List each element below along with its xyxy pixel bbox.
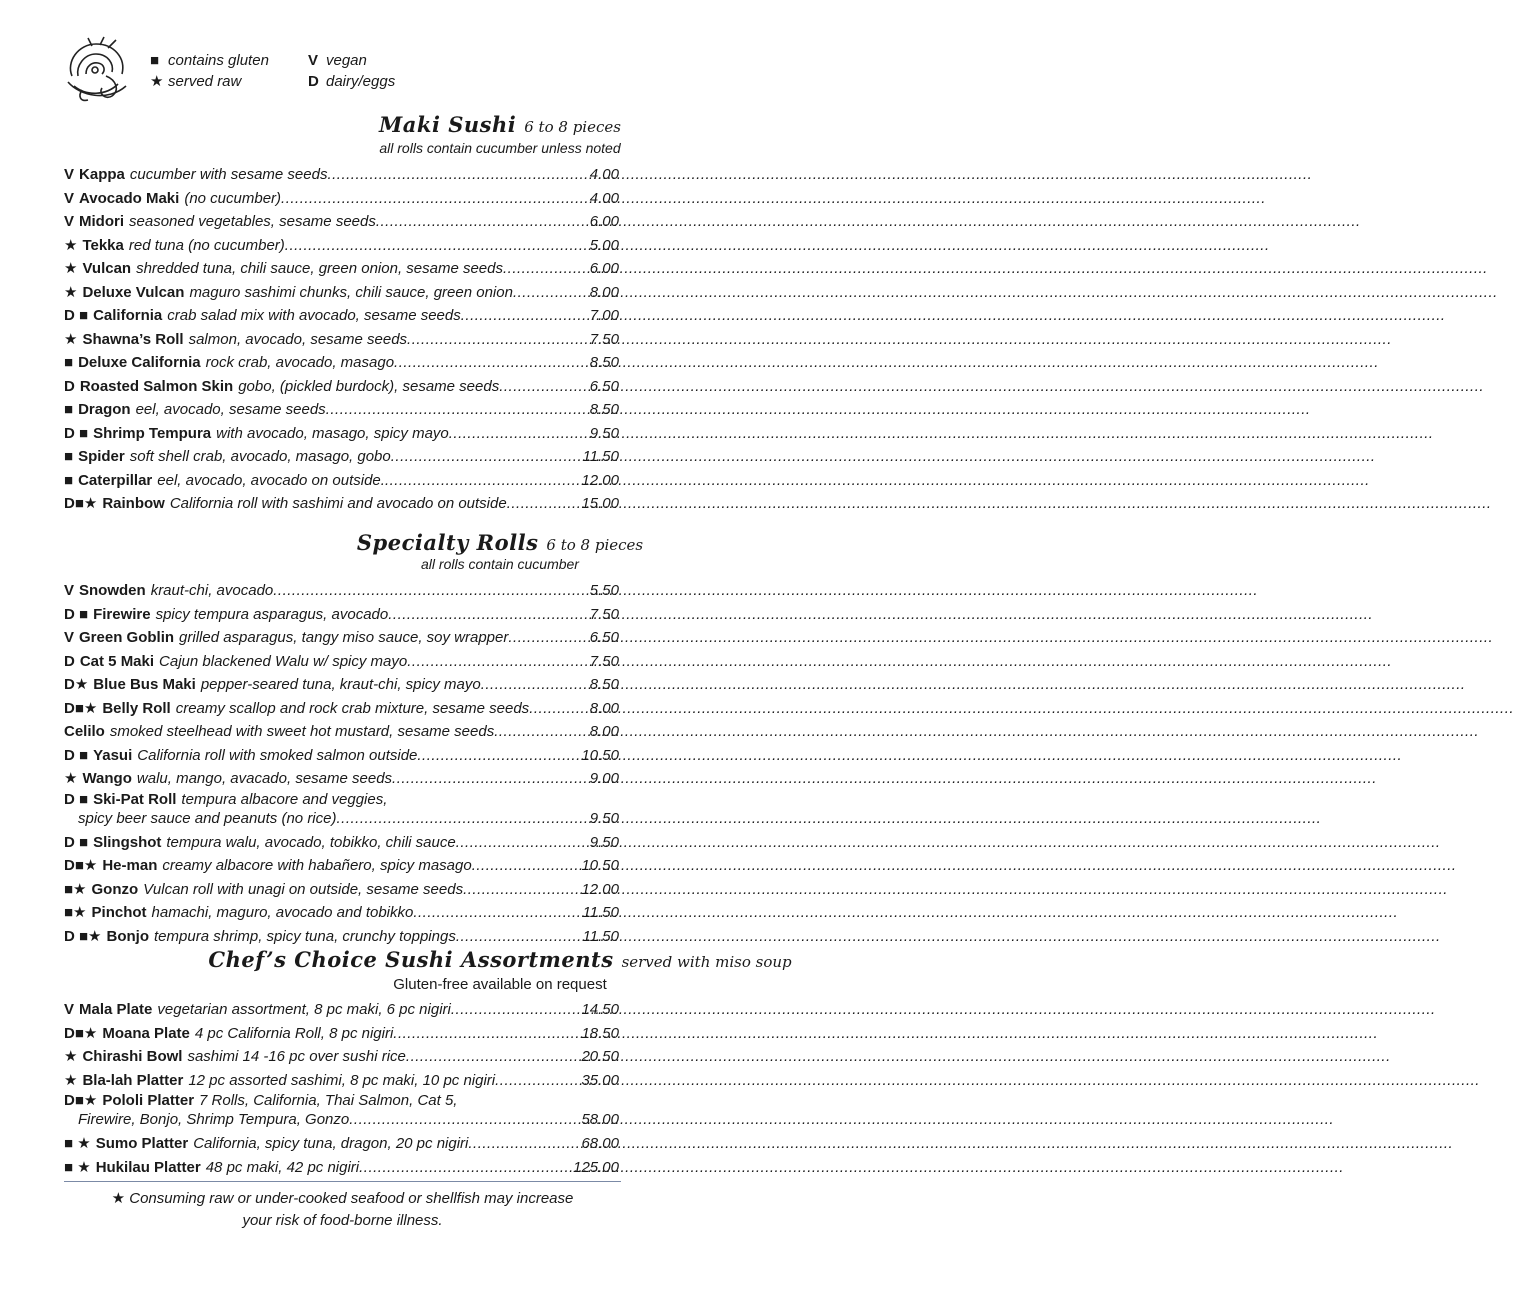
- item-description: shredded tuna, chili sauce, green onion, sesame seeds: [136, 260, 503, 277]
- item-description: creamy albacore with habañero, spicy masago: [162, 857, 472, 874]
- dot-leader: [472, 854, 581, 878]
- item-description: tempura walu, avocado, tobikko, chili sauce: [166, 833, 456, 851]
- item-description-continued: spicy beer sauce and peanuts (no rice): [78, 809, 337, 827]
- menu-item: [64, 163, 619, 187]
- menu-item: [64, 492, 619, 516]
- dot-leader: [326, 398, 589, 422]
- item-description: kraut-chi, avocado: [150, 582, 274, 599]
- item-price: 5.50: [589, 582, 619, 599]
- item-name: Firewire: [93, 605, 151, 623]
- maki-note: all rolls contain cucumber unless noted: [379, 140, 621, 156]
- item-price: 7.50: [589, 605, 619, 623]
- item-price: 12.00: [581, 880, 619, 898]
- item-name: Caterpillar: [78, 471, 153, 489]
- dot-leader: [394, 351, 589, 375]
- menu-item: [64, 187, 619, 211]
- dot-leader: [456, 925, 582, 949]
- item-description: 7 Rolls, California, Thai Salmon, Cat 5,: [199, 1092, 458, 1109]
- item-price: 8.50: [589, 401, 619, 418]
- menu-item: [64, 1132, 619, 1156]
- item-price: 8.00: [589, 723, 619, 740]
- item-price: 9.50: [589, 424, 619, 442]
- section-title: Specialty Rolls: [356, 530, 539, 555]
- item-symbols: ■: [64, 448, 74, 465]
- item-symbols: V: [64, 629, 75, 646]
- item-description: maguro sashimi chunks, chili sauce, green onion: [189, 283, 513, 301]
- item-price: 11.50: [582, 448, 619, 465]
- item-description: vegetarian assortment, 8 pc maki, 6 pc nigiri: [157, 1001, 451, 1018]
- section-title: Chef’s Choice Sushi Assortments: [208, 947, 614, 972]
- item-symbols: ■★: [64, 880, 87, 898]
- legend-item: [150, 50, 269, 71]
- menu-item: [64, 1156, 619, 1180]
- menu-item: [64, 831, 619, 855]
- item-price: 18.50: [581, 1024, 619, 1042]
- menu-item: [64, 469, 619, 493]
- item-description: creamy scallop and rock crab mixture, sesame seeds: [175, 699, 530, 717]
- item-name: Hukilau Platter: [95, 1158, 201, 1176]
- raw-star-icon: ★: [150, 73, 164, 90]
- legend-item: [308, 50, 395, 71]
- item-symbols: ★: [64, 1048, 78, 1065]
- restaurant-logo: [62, 36, 134, 104]
- dot-leader: [417, 744, 580, 768]
- dot-leader: [499, 375, 589, 399]
- item-description: with avocado, masago, spicy mayo: [216, 424, 449, 442]
- item-symbols: ■★: [64, 904, 87, 921]
- item-symbols: D■★: [64, 495, 98, 512]
- item-symbols: D ■: [64, 424, 89, 442]
- item-symbols: ★: [64, 330, 78, 348]
- item-price: 58.00: [581, 1111, 619, 1128]
- menu-item: [64, 697, 619, 721]
- item-name: Green Goblin: [79, 629, 175, 646]
- item-name: Chirashi Bowl: [82, 1048, 183, 1065]
- dot-leader: [359, 1156, 572, 1180]
- item-symbols: ■: [64, 354, 74, 371]
- dairy-symbol: D: [308, 73, 319, 90]
- item-price: 8.00: [589, 283, 619, 301]
- item-description: tempura shrimp, spicy tuna, crunchy toppings: [154, 927, 456, 945]
- legend-label: vegan: [326, 52, 367, 69]
- item-description: walu, mango, avacado, sesame seeds: [136, 770, 393, 787]
- item-name: Snowden: [79, 582, 146, 599]
- item-description: 4 pc California Roll, 8 pc nigiri: [194, 1024, 394, 1042]
- item-price: 10.50: [581, 857, 619, 874]
- raw-food-warning: [64, 1188, 621, 1232]
- item-price: 5.00: [589, 236, 619, 254]
- item-symbols: ★: [64, 1071, 78, 1089]
- item-description: hamachi, maguro, avocado and tobikko: [151, 904, 414, 921]
- dot-leader: [406, 1045, 581, 1069]
- menu-item: [64, 854, 619, 878]
- item-name: Bla-lah Platter: [82, 1071, 184, 1089]
- dot-leader: [456, 831, 589, 855]
- item-name: Pinchot: [91, 904, 147, 921]
- item-symbols: D: [64, 652, 75, 670]
- item-name: Mala Plate: [79, 1001, 153, 1018]
- item-symbols: ★: [64, 236, 78, 254]
- item-name: Pololi Platter: [102, 1092, 195, 1109]
- legend-item: [150, 71, 269, 92]
- menu-item: [64, 234, 619, 258]
- dot-leader: [449, 422, 589, 446]
- item-description: soft shell crab, avocado, masago, gobo: [129, 448, 391, 465]
- dot-leader: [393, 1022, 580, 1046]
- menu-item: [64, 375, 619, 399]
- dot-leader: [285, 234, 589, 258]
- menu-item: [64, 1045, 619, 1069]
- item-price: 125.00: [573, 1158, 619, 1176]
- specialty-note: all rolls contain cucumber: [421, 556, 579, 572]
- menu-item: [64, 304, 619, 328]
- dot-leader: [494, 720, 589, 744]
- item-name: Avocado Maki: [79, 189, 180, 207]
- item-description: cucumber with sesame seeds: [129, 166, 328, 183]
- item-name: Ski-Pat Roll: [93, 790, 177, 808]
- raw-star-icon: ★: [111, 1190, 126, 1207]
- item-name: Celilo: [64, 723, 105, 740]
- dot-leader: [407, 328, 589, 352]
- item-price: 68.00: [581, 1135, 619, 1152]
- dot-leader: [481, 673, 589, 697]
- dot-leader: [407, 650, 589, 674]
- item-description: 48 pc maki, 42 pc nigiri: [205, 1158, 360, 1176]
- item-price: 6.00: [589, 260, 619, 277]
- item-price: 12.00: [581, 471, 619, 489]
- dot-leader: [273, 579, 589, 603]
- item-description: pepper-seared tuna, kraut-chi, spicy mayo: [200, 676, 481, 693]
- menu-item: [64, 328, 619, 352]
- item-name: Vulcan: [82, 260, 132, 277]
- item-price: 11.50: [582, 904, 619, 921]
- legend-column-2: [308, 50, 395, 92]
- item-description: gobo, (pickled burdock), sesame seeds: [238, 377, 500, 395]
- item-name: Belly Roll: [102, 699, 171, 717]
- chefs-list: [64, 998, 619, 1179]
- menu-item: [64, 281, 619, 305]
- dot-leader: [388, 603, 589, 627]
- item-price: 9.00: [589, 770, 619, 787]
- item-description: seasoned vegetables, sesame seeds: [129, 213, 376, 230]
- menu-item: [64, 925, 619, 949]
- menu-item: [64, 878, 619, 902]
- item-price: 8.50: [589, 354, 619, 371]
- item-name: Shrimp Tempura: [93, 424, 212, 442]
- item-name: Tekka: [82, 236, 124, 254]
- legend-label: dairy/eggs: [326, 73, 396, 90]
- gluten-square-icon: ■: [150, 52, 160, 69]
- dot-leader: [336, 809, 588, 829]
- item-description: rock crab, avocado, masago: [205, 354, 395, 371]
- item-price: 6.50: [589, 377, 619, 395]
- menu-item: [64, 673, 619, 697]
- menu-item: [64, 791, 619, 831]
- dot-leader: [391, 445, 582, 469]
- item-symbols: D ■: [64, 307, 89, 324]
- item-description: eel, avocado, avocado on outside.: [157, 471, 385, 489]
- menu-item: [64, 901, 619, 925]
- item-symbols: D ■: [64, 605, 89, 623]
- dot-leader: [508, 626, 588, 650]
- item-name: He-man: [102, 857, 158, 874]
- menu-item: [64, 579, 619, 603]
- section-title: Maki Sushi: [379, 112, 517, 137]
- dot-leader: [461, 304, 589, 328]
- item-symbols: D: [64, 377, 75, 395]
- item-symbols: D■★: [64, 699, 98, 717]
- item-name: Rainbow: [102, 495, 165, 512]
- item-name: Spider: [78, 448, 125, 465]
- item-description: grilled asparagus, tangy miso sauce, soy wrapper: [179, 629, 509, 646]
- legend-column-1: [150, 50, 269, 92]
- item-price: 6.00: [589, 213, 619, 230]
- item-price: 9.50: [589, 833, 619, 851]
- item-description: spicy tempura asparagus, avocado: [155, 605, 389, 623]
- menu-item: [64, 626, 619, 650]
- item-description: (no cucumber): [184, 189, 282, 207]
- item-name: Bonjo: [106, 927, 150, 945]
- item-name: Midori: [79, 213, 125, 230]
- menu-item: [64, 603, 619, 627]
- specialty-heading: [0, 530, 1000, 555]
- item-name: Deluxe California: [78, 354, 201, 371]
- item-description: California roll with smoked salmon outside: [137, 746, 418, 764]
- item-name: Dragon: [78, 401, 131, 418]
- item-symbols: D■★: [64, 1024, 98, 1042]
- menu-item: [64, 445, 619, 469]
- menu-item: [64, 744, 619, 768]
- item-price: 8.00: [589, 699, 619, 717]
- dot-leader: [376, 210, 589, 234]
- dot-leader: [349, 1110, 580, 1130]
- menu-item: [64, 422, 619, 446]
- menu-item: [64, 650, 619, 674]
- menu-item: [64, 720, 619, 744]
- item-price: 4.00: [589, 189, 619, 207]
- item-name: Cat 5 Maki: [79, 652, 155, 670]
- item-price: 15.00: [581, 495, 619, 512]
- item-symbols: ■: [64, 401, 74, 418]
- item-symbols: V: [64, 582, 75, 599]
- item-symbols: V: [64, 1001, 75, 1018]
- item-name: Deluxe Vulcan: [82, 283, 185, 301]
- item-price: 10.50: [581, 746, 619, 764]
- item-price: 7.00: [589, 307, 619, 324]
- item-price: 9.50: [589, 809, 619, 827]
- specialty-list: [64, 579, 619, 948]
- item-name: Yasui: [93, 746, 133, 764]
- menu-item: [64, 398, 619, 422]
- chefs-note: Gluten-free available on request: [393, 976, 607, 993]
- item-description: Vulcan roll with unagi on outside, sesame seeds: [143, 880, 464, 898]
- menu-item: [64, 998, 619, 1022]
- vegan-symbol: V: [308, 52, 319, 69]
- footer-divider: [64, 1181, 621, 1182]
- item-description: smoked steelhead with sweet hot mustard, sesame seeds: [109, 723, 495, 740]
- item-description-continued: Firewire, Bonjo, Shrimp Tempura, Gonzo: [78, 1111, 350, 1128]
- item-symbols: D■★: [64, 1092, 98, 1109]
- warning-line: your risk of food-borne illness.: [242, 1212, 443, 1229]
- item-symbols: ★: [64, 770, 78, 787]
- item-symbols: ■: [64, 471, 74, 489]
- item-price: 7.50: [589, 330, 619, 348]
- item-name: Blue Bus Maki: [93, 676, 196, 693]
- dot-leader: [385, 469, 581, 493]
- item-name: Roasted Salmon Skin: [79, 377, 234, 395]
- dot-leader: [463, 878, 580, 902]
- item-symbols: D ■: [64, 746, 89, 764]
- dot-leader: [327, 163, 588, 187]
- menu-item: [64, 767, 619, 791]
- item-symbols: D■★: [64, 857, 98, 874]
- item-symbols: D ■: [64, 790, 89, 808]
- dot-leader: [529, 697, 589, 721]
- dot-leader: [507, 492, 581, 516]
- legend-label: contains gluten: [168, 52, 269, 69]
- item-name: Shawna’s Roll: [82, 330, 184, 348]
- item-description: salmon, avocado, sesame seeds: [188, 330, 408, 348]
- legend-label: served raw: [168, 73, 242, 90]
- item-symbols: V: [64, 189, 75, 207]
- item-symbols: D ■: [64, 833, 89, 851]
- item-description: Cajun blackened Walu w/ spicy mayo: [159, 652, 408, 670]
- menu-item: [64, 1022, 619, 1046]
- dot-leader: [503, 257, 589, 281]
- maki-heading: [0, 112, 1000, 137]
- item-description: California, spicy tuna, dragon, 20 pc nigiri: [193, 1135, 469, 1152]
- section-subtitle: 6 to 8 pieces: [546, 536, 644, 554]
- item-price: 6.50: [589, 629, 619, 646]
- item-name: Wango: [82, 770, 132, 787]
- item-description: eel, avocado, sesame seeds: [135, 401, 326, 418]
- item-symbols: ★: [64, 260, 78, 277]
- item-symbols: ■ ★: [64, 1158, 91, 1176]
- chefs-heading: [0, 947, 1000, 972]
- menu-item: [64, 1069, 619, 1093]
- dot-leader: [413, 901, 581, 925]
- section-subtitle: 6 to 8 pieces: [524, 118, 621, 136]
- dot-leader: [495, 1069, 580, 1093]
- item-price: 20.50: [581, 1048, 619, 1065]
- item-symbols: V: [64, 213, 75, 230]
- item-name: Gonzo: [91, 880, 139, 898]
- item-name: Slingshot: [93, 833, 162, 851]
- warning-line: Consuming raw or under-cooked seafood or shellfish may increase: [129, 1190, 574, 1207]
- menu-item: [64, 1092, 619, 1132]
- item-description: crab salad mix with avocado, sesame seeds: [167, 307, 461, 324]
- item-description: 12 pc assorted sashimi, 8 pc maki, 10 pc nigiri: [188, 1071, 496, 1089]
- item-description: tempura albacore and veggies,: [181, 790, 388, 808]
- item-price: 35.00: [581, 1071, 619, 1089]
- dot-leader: [392, 767, 589, 791]
- item-symbols: ■ ★: [64, 1135, 91, 1152]
- item-description: sashimi 14 -16 pc over sushi rice: [187, 1048, 406, 1065]
- section-subtitle: served with miso soup: [621, 953, 792, 971]
- dot-leader: [451, 998, 581, 1022]
- dot-leader: [513, 281, 589, 305]
- item-price: 7.50: [589, 652, 619, 670]
- dot-leader: [281, 187, 589, 211]
- menu-item: [64, 351, 619, 375]
- item-name: California: [93, 307, 163, 324]
- menu-item: [64, 210, 619, 234]
- item-description: red tuna (no cucumber): [128, 236, 285, 254]
- item-symbols: ★: [64, 283, 78, 301]
- item-name: Kappa: [79, 166, 125, 183]
- item-price: 4.00: [589, 166, 619, 183]
- item-price: 8.50: [589, 676, 619, 693]
- menu-item: [64, 257, 619, 281]
- legend-item: [308, 71, 395, 92]
- item-symbols: D ■★: [64, 927, 102, 945]
- item-symbols: V: [64, 166, 75, 183]
- item-name: Moana Plate: [102, 1024, 190, 1042]
- item-price: 14.50: [581, 1001, 619, 1018]
- item-price: 11.50: [582, 927, 619, 945]
- item-description: California roll with sashimi and avocado on outside: [169, 495, 507, 512]
- maki-list: [64, 163, 619, 516]
- dot-leader: [468, 1132, 580, 1156]
- item-name: Sumo Platter: [95, 1135, 189, 1152]
- item-symbols: D★: [64, 676, 89, 693]
